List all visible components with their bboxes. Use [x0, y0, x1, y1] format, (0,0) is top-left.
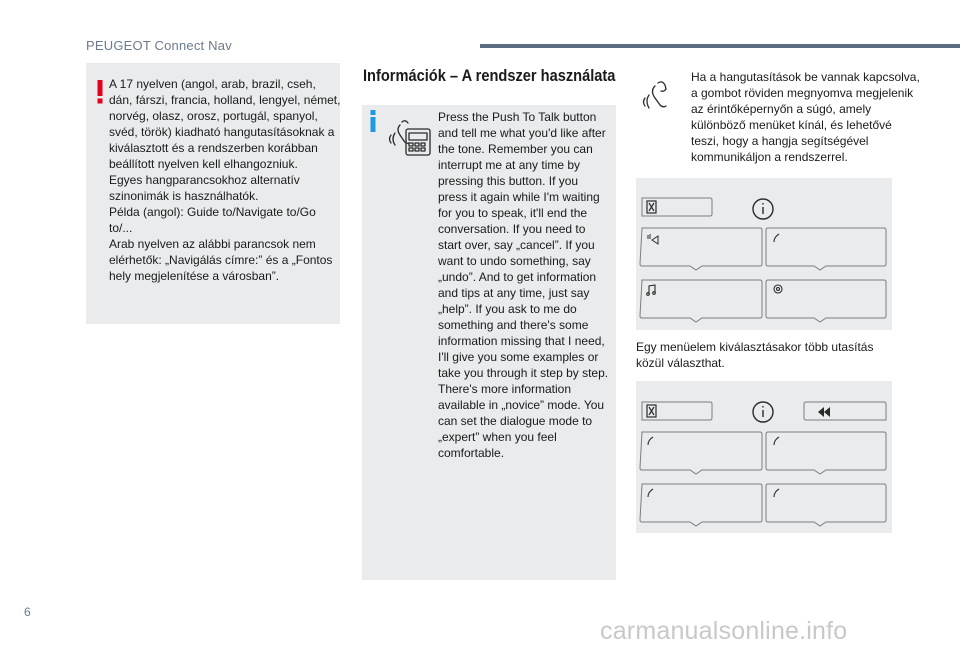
- header-title: PEUGEOT Connect Nav: [86, 38, 232, 53]
- phone-icon: [648, 437, 779, 497]
- warning-icon: [97, 80, 103, 104]
- music-button: [640, 280, 762, 322]
- warning-line: Arab nyelven az alábbi parancsok nem elérhetők: „Navigálás címre:” és a „Fontos hely megjelenítése a városban”.: [109, 237, 333, 283]
- settings-icon: [774, 285, 782, 293]
- info-icon: [753, 402, 773, 422]
- close-icon: [647, 201, 656, 213]
- close-icon: [647, 405, 656, 417]
- menu-caption: Egy menüelem kiválasztásakor több utasítás közül választhat.: [636, 340, 874, 370]
- phone-button: [766, 228, 886, 270]
- help-screen-submenu: [636, 381, 892, 533]
- info-icon: [753, 199, 773, 219]
- settings-button: [766, 280, 886, 322]
- voice-intro-text: Ha a hangutasítások be vannak kapcsolva, a gombot röviden megnyomva megjelenik az érintőképernyőn a súgó, amely különböző menüket kínál, és lehetővé teszi, hogy a hangja segítségével kommunikáljon a rendszerrel.: [691, 70, 920, 164]
- info-text: Press the Push To Talk button and tell me what you'd like after the tone. Remember you can interrupt me at any time by pressing this button. If you press it again while I'm waiting for you to speak, it'll end the conversation. If you need to start over, say „cancel”. If you want to undo something, say „undo”. And to get information and tips at any time, just say „help”. If you ask to me do something and there's some information missing that I need, I'll give you some examples or take you through it step by step. There's more information available in „novice” mode. You can set the dialogue mode to „expert” when you feel comfortable.: [438, 110, 609, 460]
- help-screen-submenu-graphic: [636, 381, 892, 533]
- voice-button: [640, 228, 762, 270]
- option-button: [640, 484, 762, 526]
- warning-line: Példa (angol): Guide to/Navigate to/Go to/...: [109, 205, 316, 235]
- warning-line: Egyes hangparancsokhoz alternatív szinonimák is használhatók.: [109, 173, 300, 203]
- back-icon: [818, 407, 830, 417]
- voice-command-icon: [642, 80, 676, 114]
- warning-text: [109, 76, 341, 284]
- phone-icon: [774, 234, 779, 242]
- option-button: [766, 432, 886, 474]
- help-screen-main-graphic: [636, 178, 892, 330]
- option-button: [640, 432, 762, 474]
- voice-icon: [648, 234, 658, 244]
- watermark: carmanualsonline.info: [600, 617, 848, 645]
- music-icon: [647, 285, 656, 295]
- section-heading: Információk – A rendszer használata: [363, 66, 616, 85]
- back-button: [804, 402, 886, 420]
- info-marker-icon: [370, 110, 376, 132]
- option-button: [766, 484, 886, 526]
- warning-line: A 17 nyelven (angol, arab, brazil, cseh, dán, fárszi, francia, holland, lengyel, német, norvég, olasz, orosz, portugál, spanyol, svéd, török) kiadható hangutasításoknak a kiválasztott és a rendszerben korábban beállított nyelven kell elhangozniuk.: [109, 77, 341, 171]
- help-screen-main: [636, 178, 892, 330]
- push-to-talk-icon: [386, 113, 432, 157]
- page-number: 6: [24, 605, 31, 619]
- header-bar: [480, 44, 960, 48]
